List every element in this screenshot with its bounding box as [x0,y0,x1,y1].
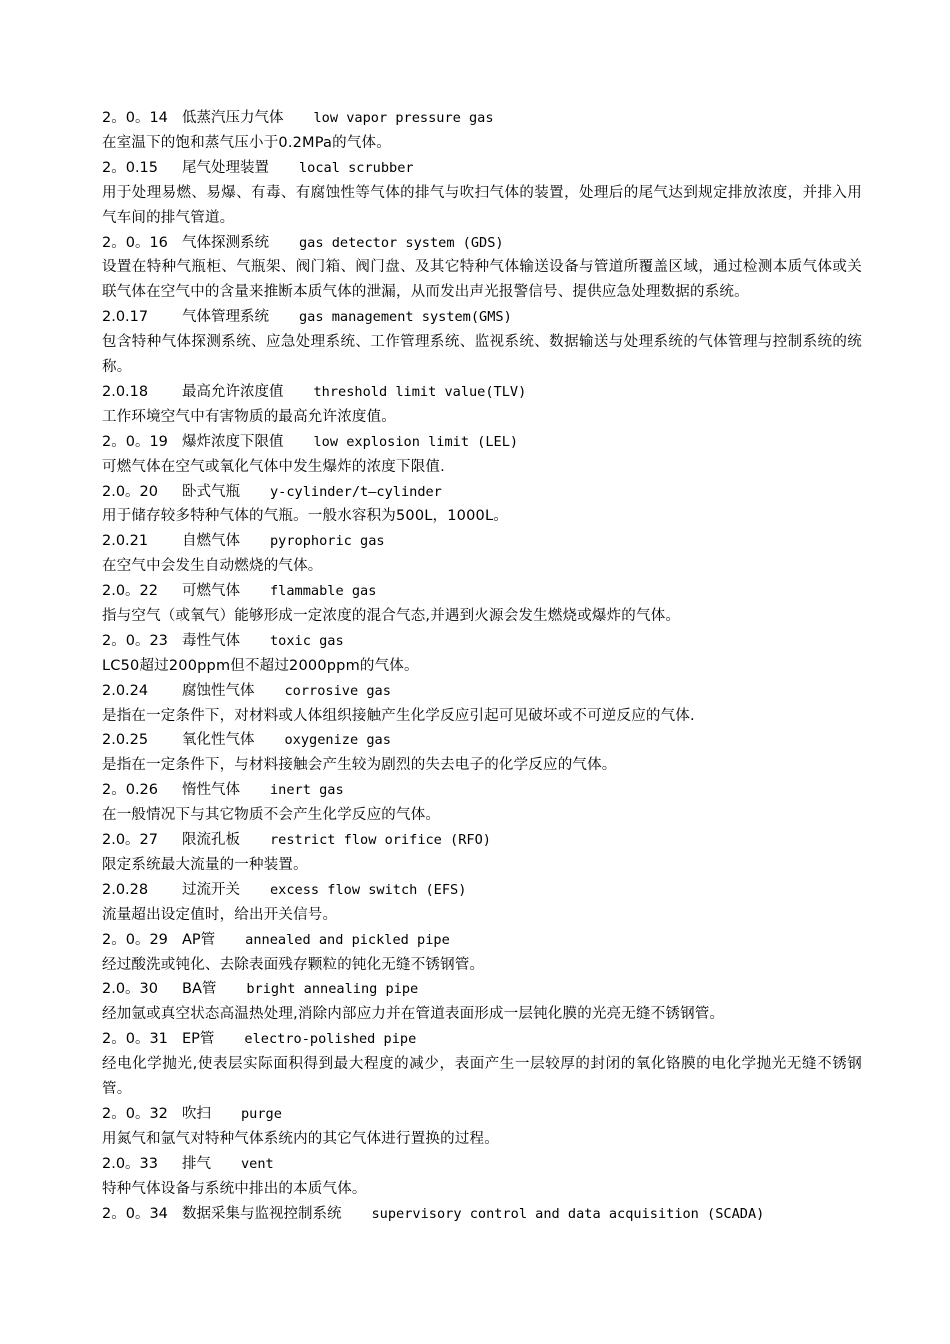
document-page [102,106,862,1226]
term-line [102,878,862,903]
term-english: pyrophoric gas [270,533,385,550]
term-english: low vapor pressure gas [313,110,494,126]
term-definition: 设置在特种气瓶柜、气瓶架、阀门箱、阀门盘、及其它特种气体输送设备与管道所覆盖区域，通过检测本质气体或关联气体在空气中的含量来推断本质气体的泄漏，从而发出声光报警信号、提供应急处理数据的系统。 [102,259,862,301]
entry-2-0-33 [102,1152,862,1202]
term-number: 2。0。32 [102,1105,168,1122]
term-chinese: 自燃气体 [182,533,240,550]
term-number: 2.0。33 [102,1155,159,1172]
term-chinese: 过流开关 [182,881,240,898]
term-definition: 流量超出设定值时，给出开关信号。 [102,906,338,923]
term-line [102,728,862,753]
entry-2-0-18 [102,380,862,430]
term-number: 2.0.28 [102,881,149,898]
term-line [102,106,862,131]
term-english: low explosion limit (LEL) [313,433,519,450]
term-chinese: 毒性气体 [182,632,240,649]
term-chinese: 惰性气体 [182,782,240,799]
term-english: y-cylinder/t—cylinder [270,483,442,500]
term-line [102,529,862,554]
term-number: 2.0.21 [102,533,149,550]
entry-2-0-23 [102,629,862,679]
term-chinese: 氧化性气体 [182,732,255,749]
term-definition: 在室温下的饱和蒸气压小于0.2MPa的气体。 [102,134,391,151]
term-definition: 指与空气（或氧气）能够形成一定浓度的混合气态,并遇到火源会发生燃烧或爆炸的气体。 [102,607,681,624]
term-number: 2.0.17 [102,309,149,326]
entry-2-0-21 [102,529,862,579]
term-definition: 包含特种气体探测系统、应急处理系统、工作管理系统、监视系统、数据输送与处理系统的气体管理与控制系统的统称。 [102,334,862,375]
entry-2-0-34 [102,1202,862,1227]
term-definition: 经加氩或真空状态高温热处理,消除内部应力并在管道表面形成一层钝化膜的光亮无缝不锈钢管。 [102,1006,725,1023]
term-chinese: AP管 [182,931,216,948]
term-definition: 特种气体设备与系统中排出的本质气体。 [102,1180,367,1197]
term-english: restrict flow orifice (RFO) [270,832,491,849]
term-english: inert gas [270,782,344,799]
term-line [102,380,862,405]
term-line [102,828,862,853]
term-line [102,480,862,505]
term-english: excess flow switch (EFS) [270,881,467,898]
term-english: bright annealing pipe [246,981,419,998]
term-line [102,679,862,704]
term-line [102,928,862,953]
term-chinese: 最高允许浓度值 [182,383,284,400]
entry-2-0-28 [102,878,862,928]
term-number: 2。0。14 [102,110,168,126]
term-number: 2。0。16 [102,234,168,251]
term-chinese: 排气 [182,1155,211,1172]
term-english: flammable gas [270,583,377,600]
term-chinese: 低蒸汽压力气体 [182,110,284,126]
term-definition: 在空气中会发生自动燃烧的气体。 [102,558,323,575]
term-number: 2。0。23 [102,632,168,649]
term-english: annealed and pickled pipe [245,931,450,948]
term-number: 2.0。27 [102,832,159,849]
term-number: 2.0.18 [102,383,149,400]
term-chinese: 可燃气体 [182,583,240,600]
term-chinese: 尾气处理装置 [182,159,269,176]
term-chinese: 爆炸浓度下限值 [182,433,284,450]
term-definition: 在一般情况下与其它物质不会产生化学反应的气体。 [102,807,441,824]
term-definition: 是指在一定条件下，对材料或人体组织接触产生化学反应引起可见破坏或不可逆反应的气体. [102,707,695,724]
term-english: vent [241,1155,274,1172]
entry-2-0-22 [102,579,862,629]
term-english: toxic gas [270,632,344,649]
term-english: electro-polished pipe [244,1031,417,1048]
term-line [102,629,862,654]
term-definition: 是指在一定条件下，与材料接触会产生较为剧烈的失去电子的化学反应的气体。 [102,757,617,774]
term-number: 2。0.15 [102,159,159,176]
entry-2-0-26 [102,778,862,828]
term-chinese: 气体管理系统 [182,309,269,326]
entry-2-0-15 [102,156,862,231]
term-english: oxygenize gas [284,732,391,749]
term-number: 2.0。30 [102,981,159,998]
term-definition: 用于处理易燃、易爆、有毒、有腐蚀性等气体的排气与吹扫气体的装置，处理后的尾气达到规定排放浓度，并排入用气车间的排气管道。 [102,184,862,226]
term-number: 2.0.25 [102,732,149,749]
term-definition: 经过酸洗或钝化、去除表面残存颗粒的钝化无缝不锈钢管。 [102,956,485,973]
entry-2-0-25 [102,728,862,778]
term-english: supervisory control and data acquisition (SCADA) [371,1205,765,1222]
entry-2-0-24 [102,679,862,729]
term-chinese: 气体探测系统 [182,234,269,251]
term-chinese: BA管 [182,981,217,998]
term-definition: 用于储存较多特种气体的气瓶。一般水容积为500L，1000L。 [102,508,508,525]
term-number: 2。0。19 [102,433,168,450]
entry-2-0-19 [102,430,862,480]
term-definition: LC50超过200ppm但不超过2000ppm的气体。 [102,657,419,674]
term-definition: 经电化学抛光,使表层实际面积得到最大程度的减少，表面产生一层较厚的封闭的氧化铬膜的电化学抛光无缝不锈钢管。 [102,1056,862,1098]
term-line [102,1202,862,1227]
entry-2-0-17 [102,305,862,380]
term-number: 2。0。29 [102,931,168,948]
term-chinese: EP管 [182,1031,215,1048]
term-english: threshold limit value(TLV) [313,383,527,400]
entry-2-0-27 [102,828,862,878]
term-chinese: 吹扫 [182,1105,211,1122]
entry-2-0-20 [102,480,862,530]
term-chinese: 数据采集与监视控制系统 [182,1205,342,1222]
term-line [102,156,862,181]
term-line [102,1152,862,1177]
term-definition: 可燃气体在空气或氧化气体中发生爆炸的浓度下限值. [102,458,445,475]
term-number: 2.0。22 [102,583,159,600]
term-number: 2。0.26 [102,782,159,799]
term-line [102,1027,862,1052]
term-definition: 用氮气和氩气对特种气体系统内的其它气体进行置换的过程。 [102,1130,499,1147]
term-line [102,305,862,330]
entry-2-0-29 [102,928,862,978]
term-line [102,579,862,604]
term-chinese: 腐蚀性气体 [182,682,255,699]
term-english: gas detector system (GDS) [299,234,504,251]
term-number: 2。0。34 [102,1205,168,1222]
term-english: corrosive gas [284,682,391,699]
entry-2-0-14 [102,106,862,156]
term-line [102,778,862,803]
term-english: gas management system(GMS) [299,309,512,326]
term-english: purge [241,1105,282,1122]
term-line [102,1102,862,1127]
term-chinese: 限流孔板 [182,832,240,849]
term-number: 2.0.24 [102,682,149,699]
term-line [102,430,862,455]
term-line [102,977,862,1002]
term-line [102,231,862,256]
term-definition: 限定系统最大流量的一种装置。 [102,856,308,873]
entry-2-0-16 [102,231,862,306]
term-definition: 工作环境空气中有害物质的最高允许浓度值。 [102,408,396,425]
term-english: local scrubber [299,159,414,176]
entry-2-0-31 [102,1027,862,1102]
term-number: 2。0。31 [102,1031,168,1048]
entry-2-0-30 [102,977,862,1027]
term-chinese: 卧式气瓶 [182,483,240,500]
term-number: 2.0。20 [102,483,159,500]
entry-2-0-32 [102,1102,862,1152]
